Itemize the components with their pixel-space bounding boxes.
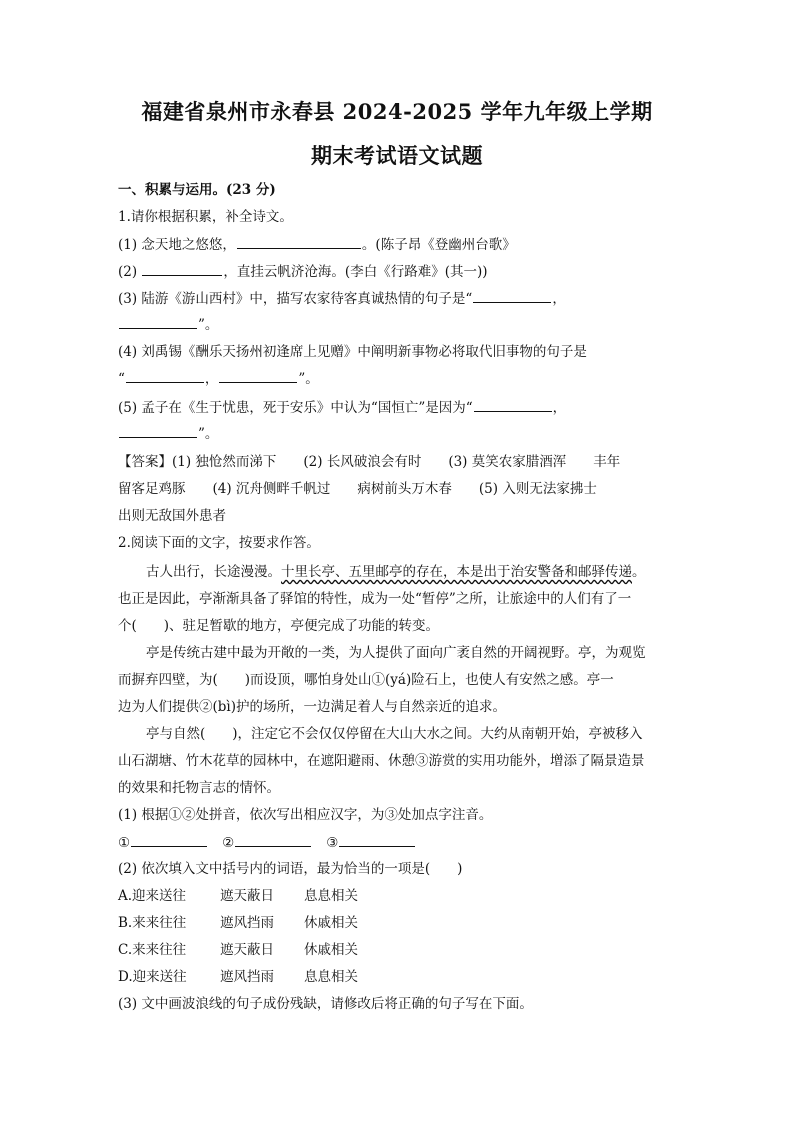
answer-blank[interactable] (119, 314, 197, 329)
passage-para-2-line-3: 边为人们提供②(bì)护的场所，一边满足着人与自然亲近的追求。 (118, 699, 506, 715)
answer-blank[interactable] (142, 261, 222, 276)
answer-blank[interactable] (474, 397, 552, 412)
question-2-stem: 2.阅读下面的文字，按要求作答。 (118, 535, 320, 551)
question-1-part-2: (2) ，直挂云帆济沧海。(李白《行路难》(其一)) (118, 261, 678, 282)
question-1-part-1: (1) 念天地之悠悠， 。(陈子昂《登幽州台歌》 (118, 234, 678, 255)
question-1-part-5: (5) 孟子在《生于忧患，死于安乐》中认为“国恒亡”是因为“ ， (118, 397, 678, 418)
option-d[interactable]: D.迎来送往 遮风挡雨 息息相关 (118, 969, 358, 985)
question-1-part-3-cont: ”。 (118, 314, 678, 335)
sub-question-1: (1) 根据①②处拼音，依次写出相应汉字，为③处加点字注音。 (118, 807, 493, 823)
passage-para-1-line-2: 也正是因此，亭渐渐具备了驿馆的特性，成为一处“暂停”之所，让旅途中的人们有了一 (118, 591, 632, 607)
option-b[interactable]: B.来来往往 遮风挡雨 休戚相关 (118, 915, 358, 931)
answer-blank[interactable] (339, 832, 415, 847)
section-heading: 一、积累与运用。(23 分) (118, 182, 276, 198)
answer-blank[interactable] (219, 368, 297, 383)
question-1-part-4-cont: “ ， ”。 (118, 368, 678, 389)
answer-line-3: 出则无敌国外患者 (118, 508, 226, 524)
passage-para-1-line-1: 古人出行，长途漫漫。十里长亭、五里邮亭的存在，本是出于治安警备和邮驿传递。 (146, 564, 646, 580)
answer-blank[interactable] (131, 832, 207, 847)
question-1-stem: 1.请你根据积累，补全诗文。 (118, 209, 293, 225)
answer-blank[interactable] (237, 234, 361, 249)
question-1-part-3: (3) 陆游《游山西村》中，描写农家待客真诚热情的句子是“ ， (118, 288, 678, 309)
answer-blank[interactable] (126, 368, 204, 383)
option-c[interactable]: C.来来往往 遮天蔽日 休戚相关 (118, 942, 358, 958)
question-1-part-5-cont: ”。 (118, 423, 678, 444)
answer-blank[interactable] (235, 832, 311, 847)
sub-question-1-blanks: ① ② ③ (118, 832, 678, 853)
sub-question-3: (3) 文中画波浪线的句子成份残缺，请修改后将正确的句子写在下面。 (118, 996, 533, 1012)
page-subtitle: 期末考试语文试题 (311, 143, 483, 168)
answer-blank[interactable] (473, 288, 551, 303)
answer-blank[interactable] (119, 423, 197, 438)
passage-para-3-line-3: 的效果和托物言志的情怀。 (118, 780, 280, 796)
question-1-part-4: (4) 刘禹锡《酬乐天扬州初逢席上见赠》中阐明新事物必将取代旧事物的句子是 (118, 344, 587, 360)
option-a[interactable]: A.迎来送往 遮天蔽日 息息相关 (118, 888, 358, 904)
answer-line-1: 【答案】(1) 独怆然而涕下 (2) 长风破浪会有时 (3) 莫笑农家腊酒浑 丰年 (118, 454, 621, 470)
sub-question-2: (2) 依次填入文中括号内的词语，最为恰当的一项是( ) (118, 861, 463, 877)
page-title: 福建省泉州市永春县 2024-2025 学年九年级上学期 (141, 99, 653, 124)
passage-para-1-line-3: 个( )、驻足暂歇的地方，亭便完成了功能的转变。 (118, 618, 440, 634)
passage-para-3-line-2: 山石湖塘、竹木花草的园林中，在遮阳避雨、休憩③游赏的实用功能外，增添了隔景造景 (118, 753, 645, 769)
wavy-underlined-sentence: 十里长亭、五里邮亭的存在，本是出于治安警备和邮驿传递 (281, 564, 632, 580)
passage-para-2-line-2: 而摒弃四壁，为( )而设顶，哪怕身处山①(yá)险石上，也使人有安然之感。亭一 (118, 672, 614, 688)
passage-para-3-line-1: 亭与自然( )，注定它不会仅仅停留在大山大水之间。大约从南朝开始，亭被移入 (146, 726, 643, 742)
passage-para-2-line-1: 亭是传统古建中最为开敞的一类，为人提供了面向广袤自然的开阔视野。亭，为观览 (146, 645, 646, 661)
answer-line-2: 留客足鸡豚 (4) 沉舟侧畔千帆过 病树前头万木春 (5) 入则无法家拂士 (118, 481, 597, 497)
